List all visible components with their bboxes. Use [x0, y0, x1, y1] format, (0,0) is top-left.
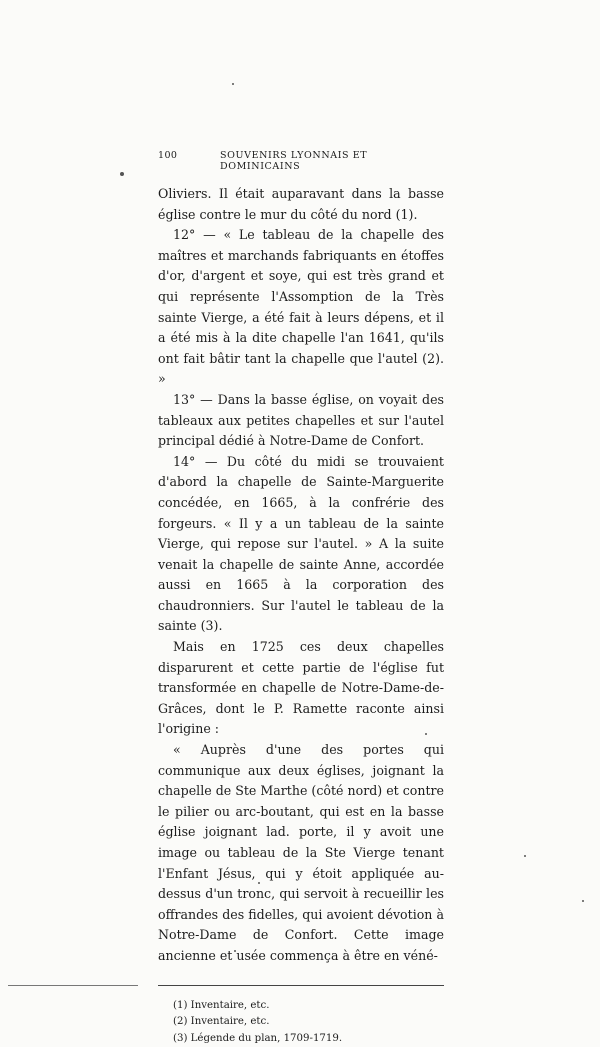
scan-edge-line	[8, 985, 138, 986]
running-title: SOUVENIRS LYONNAIS ET DOMINICAINS	[220, 150, 368, 172]
paper-speck	[232, 83, 234, 85]
footnote: (1) Inventaire, etc.	[173, 999, 270, 1011]
paragraph: 13° — Dans la basse église, on voyait des tableaux aux petites chapelles et sur l'autel principal dédié à Notre-Dame de Confort.	[158, 391, 444, 449]
page-number: 100	[158, 150, 178, 161]
paragraph: 14° — Du côté du midi se trouvaient d'abord la chapelle de Sainte-Marguerite concédée, en 1665, à la confrérie des forgeurs. « Il y a un tableau de la sainte Vierge, qui repose sur l'autel. » A la suite venait la chapelle de sainte Anne, accordée aussi en 1665 à la corporation des chaudronniers. Sur l'autel le tableau de la sainte (3).	[158, 453, 444, 634]
running-head	[158, 150, 444, 172]
footnote-rule	[158, 985, 444, 986]
book-page	[158, 150, 444, 1047]
paper-speck	[120, 172, 124, 176]
paper-speck	[524, 855, 526, 857]
footnotes	[158, 998, 444, 1047]
body-text	[158, 184, 444, 967]
paragraph: Oliviers. Il était auparavant dans la basse église contre le mur du côté du nord (1).	[158, 186, 444, 222]
paragraph: « Auprès d'une des portes qui communique aux deux églises, joignant la chapelle de Ste Marthe (côté nord) et contre le pilier ou arc-boutant, qui est en la basse église joignant lad. porte, il y avoit une image ou tableau de la Ste Vierge tenant l'Enfant Jésus, qui y étoit appliquée au-dessus d'un tronc, qui servoit à recueillir les offrandes des fidelles, qui avoient dévotion à Notre-Dame de Confort. Cette image ancienne et usée commença à être en véné-	[158, 742, 444, 963]
footnote: (3) Légende du plan, 1709-1719.	[173, 1032, 343, 1044]
footnote: (2) Inventaire, etc.	[173, 1016, 270, 1028]
paragraph: Mais en 1725 ces deux chapelles disparurent et cette partie de l'église fut transformée en chapelle de Notre-Dame-de-Grâces, dont le P. Ramette raconte ainsi l'origine :	[158, 639, 444, 737]
paragraph: 12° — « Le tableau de la chapelle des maîtres et marchands fabriquants en étoffes d'or, d'argent et soye, qui est très grand et qui représente l'Assomption de la Très sainte Vierge, a été fait à leurs dépens, et il a été mis à la dite chapelle l'an 1641, qu'ils ont fait bâtir tant la chapelle que l'autel (2). »	[158, 227, 444, 387]
paper-speck	[582, 900, 584, 902]
